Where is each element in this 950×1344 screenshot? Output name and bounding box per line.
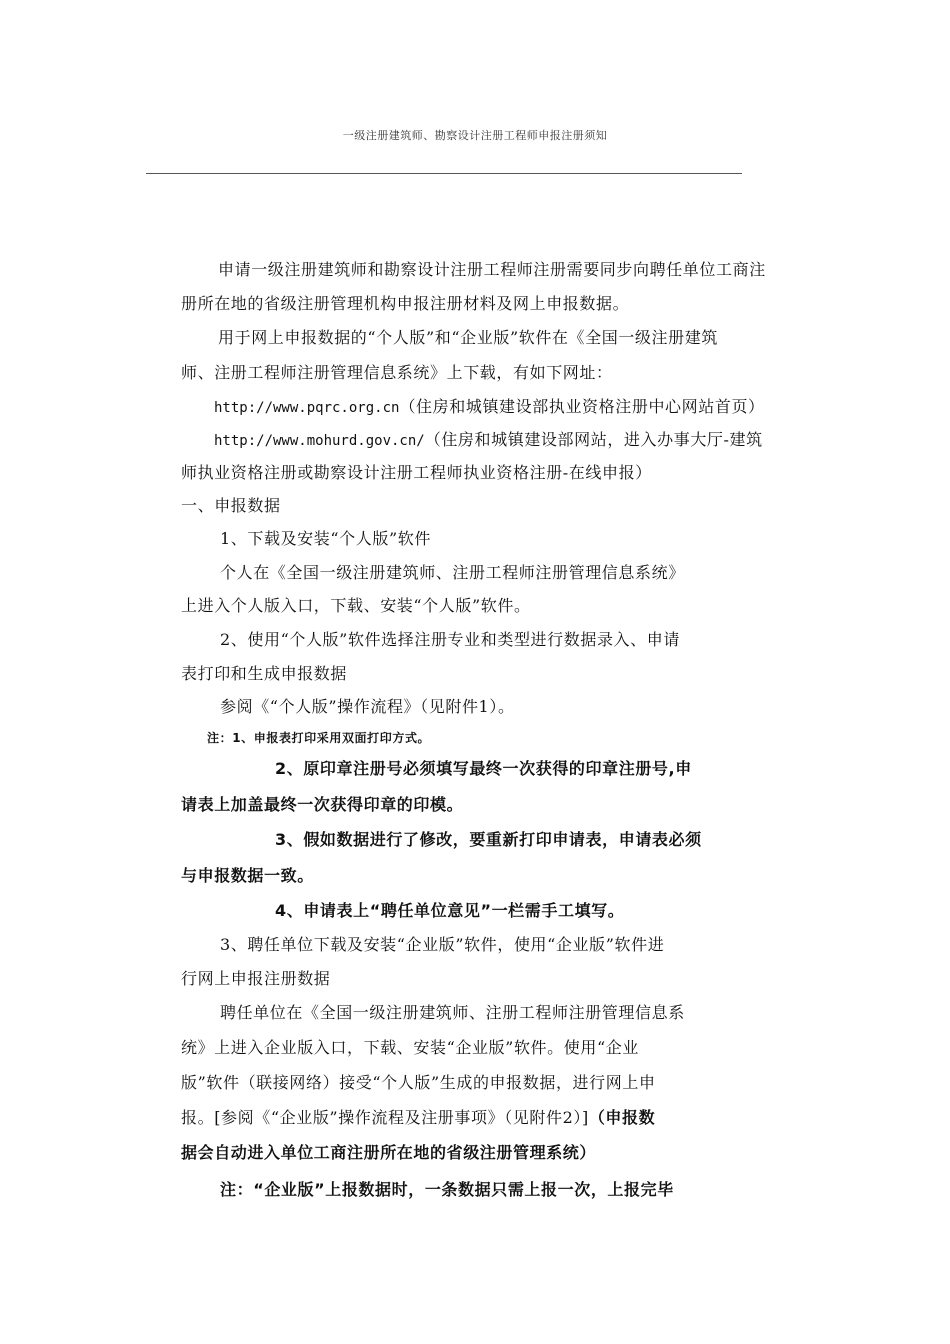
note-2-line-2: 请表上加盖最终一次获得印章的印模。 <box>181 795 464 814</box>
step-3-paragraph-line-5: 据会自动进入单位工商注册所在地的省级注册管理系统） <box>181 1143 597 1162</box>
url-line-3: 师执业资格注册或勘察设计注册工程师执业资格注册-在线申报） <box>181 463 652 482</box>
step-3-paragraph-line-2: 统》上进入企业版入口，下载、安装“企业版”软件。使用“企业 <box>181 1038 639 1057</box>
intro-line-2: 册所在地的省级注册管理机构申报注册材料及网上申报数据。 <box>181 294 630 313</box>
software-line-2: 师、注册工程师注册管理信息系统》上下载，有如下网址： <box>181 363 613 382</box>
url-pqrc-description: （住房和城镇建设部执业资格注册中心网站首页） <box>399 397 765 416</box>
step-2-line-2: 表打印和生成申报数据 <box>181 664 348 683</box>
step-3-paragraph-line-4 <box>181 1108 655 1128</box>
url-mohurd-description: （住房和城镇建设部网站，进入办事大厅-建筑 <box>424 430 763 449</box>
step-2-reference: 参阅《“个人版”操作流程》（见附件1）。 <box>220 697 515 716</box>
url-mohurd-link[interactable]: http://www.mohurd.gov.cn/ <box>214 433 425 449</box>
document-header: 一级注册建筑师、勘察设计注册工程师申报注册须知 <box>342 129 608 142</box>
final-note: 注：“企业版”上报数据时，一条数据只需上报一次，上报完毕 <box>220 1180 674 1199</box>
url-line-2 <box>214 430 763 451</box>
step-3-paragraph-line-1: 聘任单位在《全国一级注册建筑师、注册工程师注册管理信息系 <box>220 1003 685 1022</box>
step-1-line-2: 上进入个人版入口，下载、安装“个人版”软件。 <box>181 596 531 615</box>
note-3-line-1: 3、假如数据进行了修改，要重新打印申请表，申请表必须 <box>275 830 702 849</box>
step-3-reference: 报。[参阅《“企业版”操作流程及注册事项》（见附件2）] <box>181 1108 589 1127</box>
header-rule <box>146 173 742 174</box>
note-3-line-2: 与申报数据一致。 <box>181 866 314 885</box>
intro-line-1: 申请一级注册建筑师和勘察设计注册工程师注册需要同步向聘任单位工商注 <box>218 260 766 279</box>
step-3-bold-note-start: （申报数 <box>588 1108 656 1127</box>
url-line-1 <box>214 397 765 418</box>
step-3-paragraph-line-3: 版”软件（联接网络）接受“个人版”生成的申报数据，进行网上申 <box>181 1073 656 1092</box>
note-1: 注：1、申报表打印采用双面打印方式。 <box>207 731 431 745</box>
step-2-line-1: 2、使用“个人版”软件选择注册专业和类型进行数据录入、申请 <box>220 630 680 649</box>
step-1-line-1: 个人在《全国一级注册建筑师、注册工程师注册管理信息系统》 <box>220 563 685 582</box>
step-3-line-1: 3、聘任单位下载及安装“企业版”软件，使用“企业版”软件进 <box>220 935 665 954</box>
section-1-title: 一、申报数据 <box>181 496 281 515</box>
url-pqrc-link[interactable]: http://www.pqrc.org.cn <box>214 400 400 416</box>
step-3-line-2: 行网上申报注册数据 <box>181 969 331 988</box>
note-2-line-1: 2、原印章注册号必须填写最终一次获得的印章注册号,申 <box>275 759 692 778</box>
note-4: 4、申请表上“聘任单位意见”一栏需手工填写。 <box>275 901 625 920</box>
software-line-1: 用于网上申报数据的“个人版”和“企业版”软件在《全国一级注册建筑 <box>218 328 718 347</box>
step-1-title: 1、下载及安装“个人版”软件 <box>220 529 431 548</box>
